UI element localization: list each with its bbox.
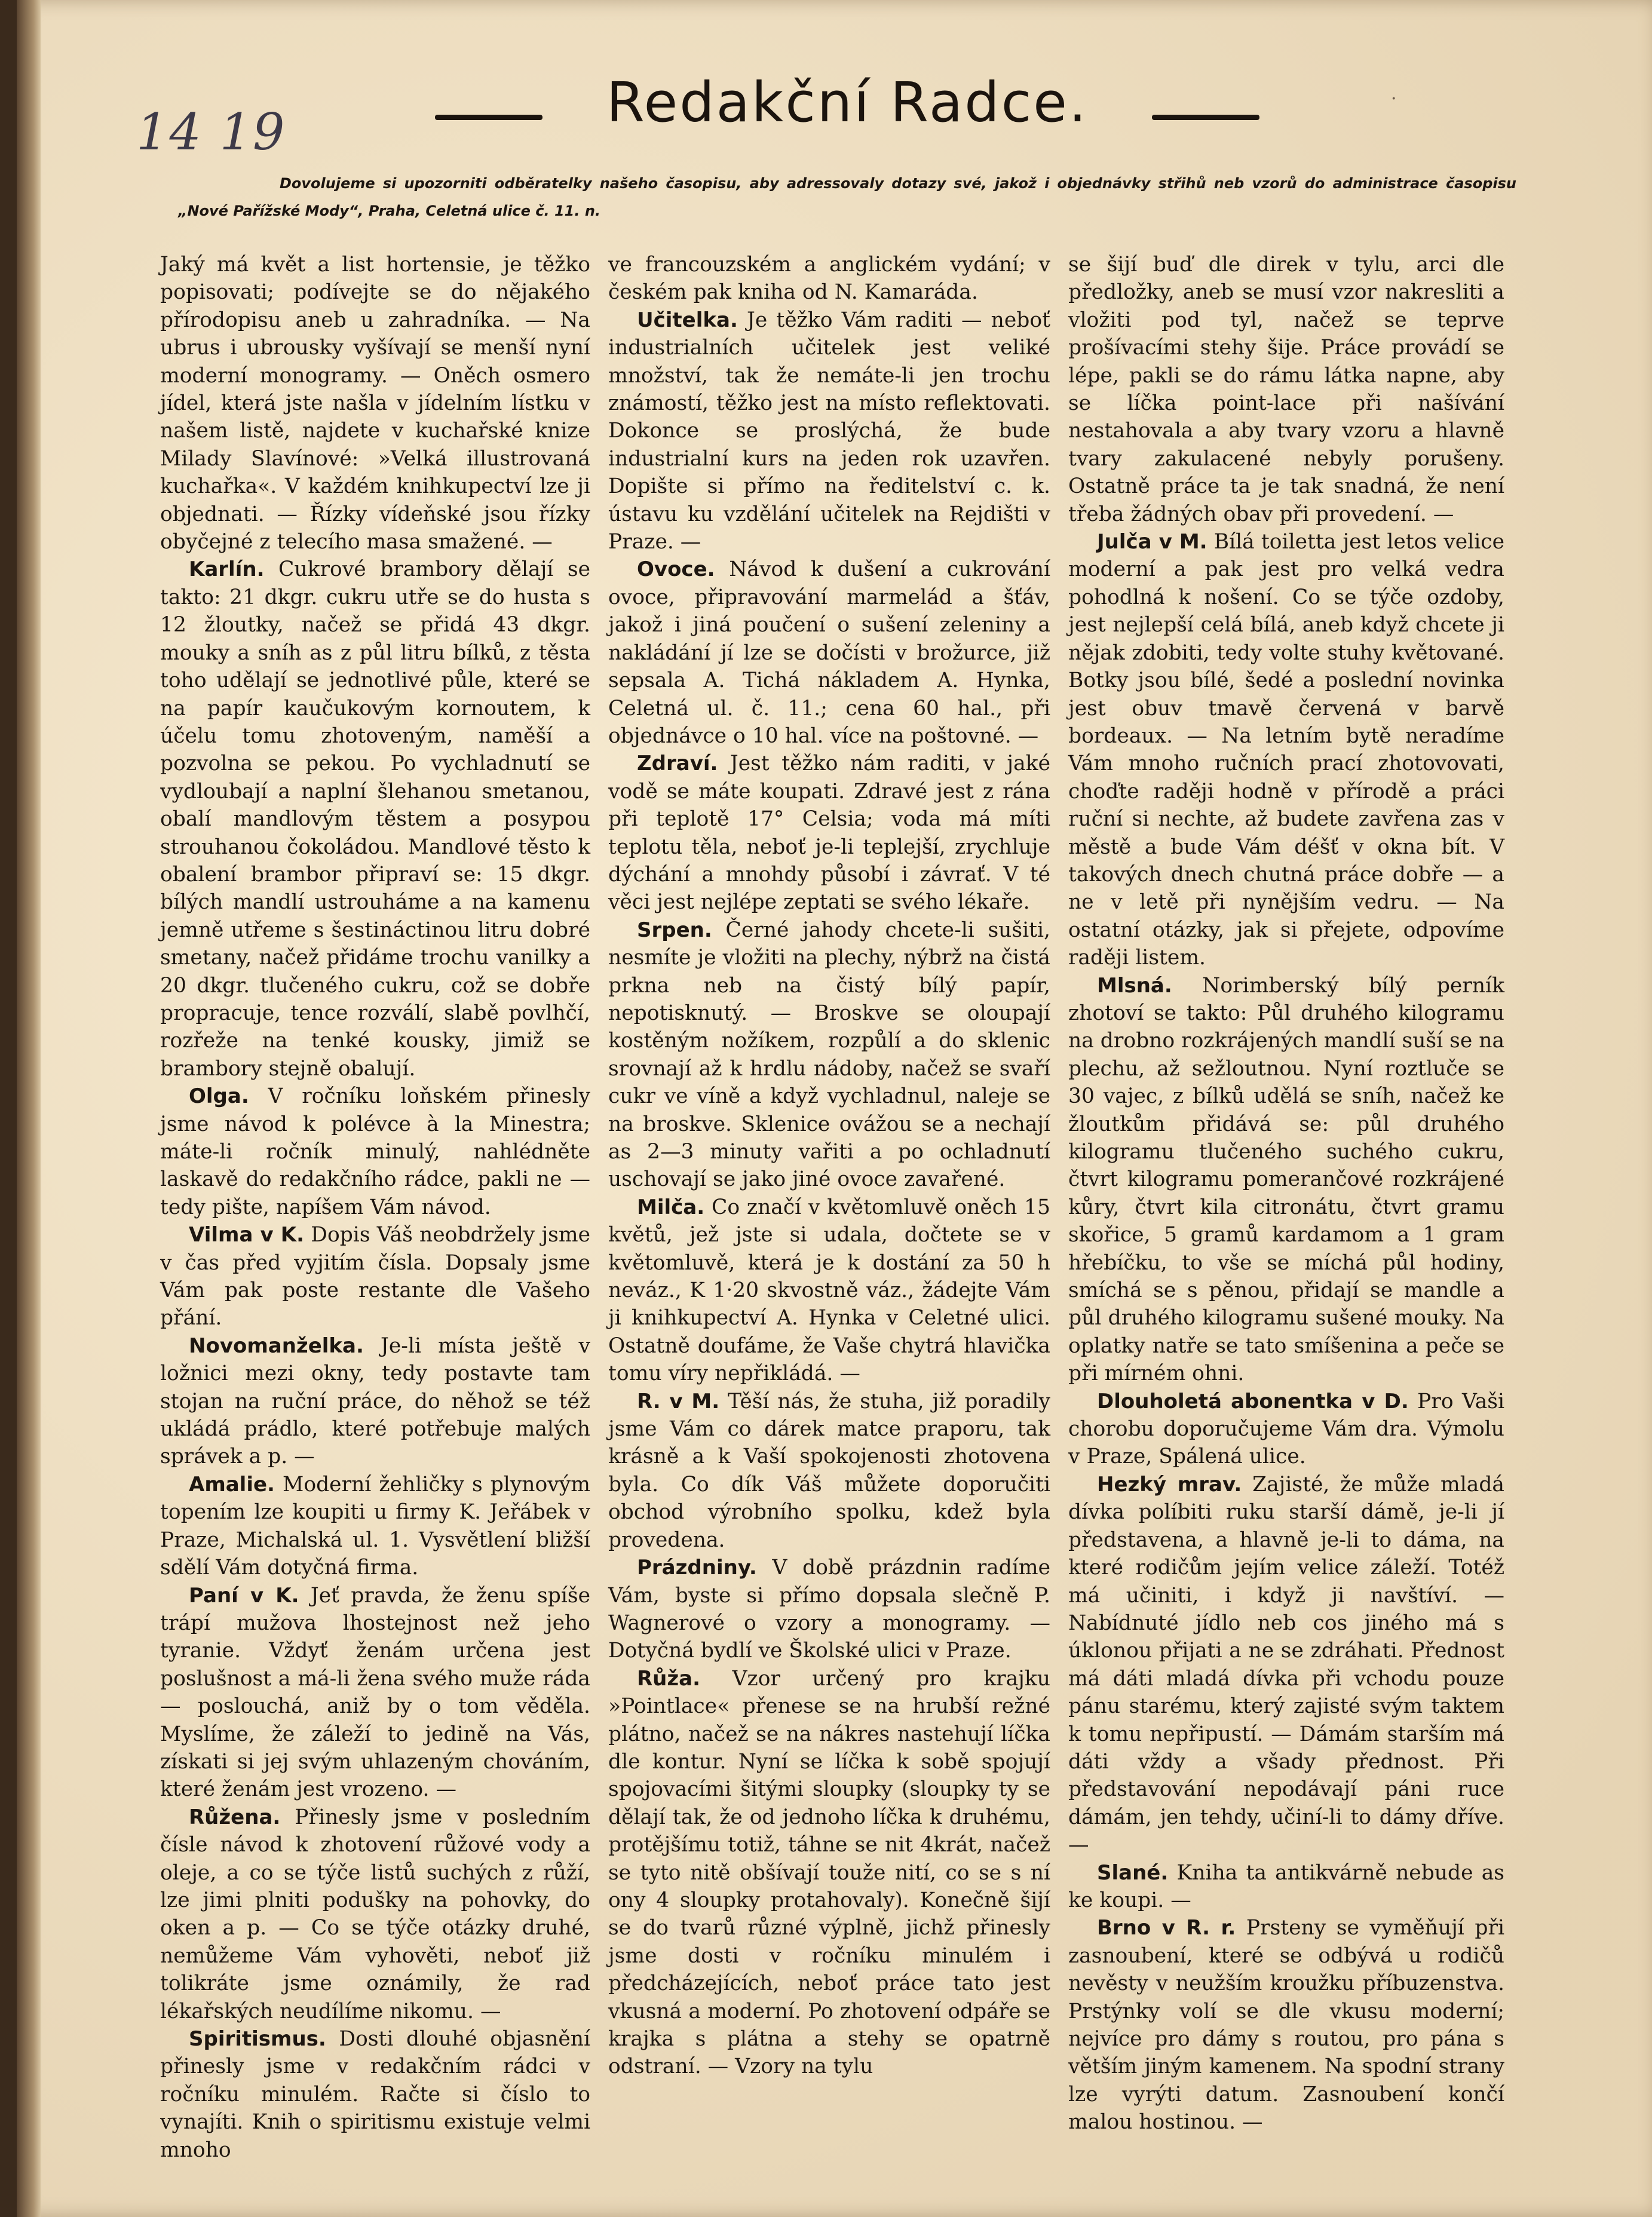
correspondent-name: Amalie. <box>189 1472 275 1497</box>
magazine-page <box>17 0 1652 2217</box>
answer-paragraph <box>160 1582 590 1804</box>
title-rule-right <box>1152 115 1259 120</box>
correspondent-name: Růžena. <box>189 1805 281 1829</box>
correspondent-name: Novomanželka. <box>189 1333 364 1358</box>
correspondent-name: Zdraví. <box>637 752 718 776</box>
answer-text: Jaký má květ a list hortensie, je těžko popisovati; podívejte se do nějakého přírodopisu aneb u zahradníka. — Na ubrus i ubrousky vyšívají se menší nyní moderní monogramy. — Oněch osmero jídel, která jste našla v jídelním lístku v našem listě, najdete v kuchařské knize Milady Slavínové: »Velká illustrovaná kuchařka«. V každém knihkupectví lze ji objednati. — Řízky vídeňské jsou řízky obyčejné z telecího masa smažené. — <box>160 253 590 554</box>
correspondent-name: Ovoce. <box>637 557 715 582</box>
answer-paragraph <box>608 1194 1050 1388</box>
answer-paragraph <box>608 750 1050 916</box>
page-binding-edge <box>17 0 41 2217</box>
print-speck: · <box>1391 88 1397 109</box>
answer-text: se šijí buď dle direk v tylu, arci dle předložky, aneb se musí vzor nakresliti a vložiti pod tyl, načež se teprve prošívacími stehy šije. Práce provádí se lépe, pakli se do rámu látka napne, aby se líčka point-lace při našívání nestahovala a aby tvary vzoru a hlavně tvary zakulacené nebyly porušeny. Ostatně práce ta je tak snadná, že není třeba žádných obav při provedení. — <box>1068 253 1504 526</box>
answer-paragraph <box>608 306 1050 556</box>
text-column-2 <box>608 251 1050 2081</box>
answer-text: Vzor určený pro krajku »Pointlace« přenese se na hrubší režné plátno, načež se na nákres nastehují líčka dle kontur. Nyní se líčka k sobě spojují spojovacími šitými sloupky (sloupky ty se dělají tak, že od jednoho líčka k druhému, protějšímu totiž, táhne se nit 4krát, načež se tyto nitě obšívají touže nití, co se s ní ony 4 sloupky protahovaly). Konečně šijí se do tvarů různé výplně, jichž přinesly jsme dosti v ročníku minulém i předcházejících, neboť práce tato jest vkusná a moderní. Po zhotovení odpáře se krajka s plátna a stehy se opatrně odstraní. — Vzory na tylu <box>608 1666 1050 2079</box>
answer-paragraph <box>160 1471 590 1582</box>
answer-paragraph <box>1068 528 1504 972</box>
correspondent-name: Mlsná. <box>1097 973 1172 998</box>
correspondent-name: Růža. <box>637 1666 701 1691</box>
answer-paragraph <box>160 1332 590 1471</box>
correspondent-name: Dlouholetá abonentka v D. <box>1097 1389 1409 1413</box>
correspondent-name: Spiritismus. <box>189 2027 326 2051</box>
correspondent-name: Olga. <box>189 1084 249 1109</box>
answer-paragraph <box>160 1804 590 2025</box>
answer-text: Je těžko Vám raditi — neboť industrialních učitelek jest veliké množství, tak že nemáte-li jen trochu známostí, těžko jest na místo reflektovati. Dokonce se proslýchá, že bude industrialní kurs na jeden rok uzavřen. Dopište si přímo na ředitelství c. k. ústavu ku vzdělání učitelek na Rejdišti v Praze. — <box>608 308 1050 554</box>
masthead <box>435 70 1259 136</box>
correspondent-name: Karlín. <box>189 557 265 582</box>
answer-paragraph <box>1068 1471 1504 1859</box>
answer-text: Moderní žehličky s plynovým topením lze koupiti u firmy K. Jeřábek v Praze, Michalská ul. 1. Vysvětlení bližší sdělí Vám dotyčná firma. <box>160 1472 590 1580</box>
correspondent-name: Učitelka. <box>637 308 738 332</box>
correspondent-name: Prázdniny. <box>637 1556 757 1580</box>
answer-text: Bílá toiletta jest letos velice moderní a pak jest pro velká vedra pohodlná k nošení. Co se týče ozdoby, jest nejlepší celá bílá, aneb když chcete ji nějak zdobiti, tedy volte stuhy květované. Botky jsou bílé, šedé a poslední novinka jest obuv tmavě červená v barvě bordeaux. — Na letním bytě neradíme Vám mnoho ručních prací zhotovovati, choďte raději hodně v přírodě a práci ruční si nechte, až budete zavřena zas v městě a bude Vám déšť v okna bít. V takových dnech chutná práce dobře — a ne v letě při nynějším vedru. — Na ostatní otázky, jak si přejete, odpovíme raději listem. <box>1068 530 1504 970</box>
answer-text: Dosti dlouhé objasnění přinesly jsme v redakčním rádci v ročníku minulém. Račte si číslo to vynajíti. Knih o spiritismu existuje velmi mnoho <box>160 2027 590 2162</box>
answer-text: Dopis Váš neobdržely jsme v čas před vyjitím čísla. Dopsaly jsme Vám pak poste restante dle Vašeho přání. <box>160 1223 590 1330</box>
answer-paragraph <box>160 556 590 1083</box>
answer-paragraph <box>1068 251 1504 528</box>
answer-text: V ročníku loňském přinesly jsme návod k polévce à la Minestra; máte-li ročník minulý, nahlédněte laskavě do redakčního rádce, pakli ne — tedy pište, napíšem Vám návod. <box>160 1084 590 1219</box>
answer-paragraph <box>608 1665 1050 2081</box>
answer-paragraph <box>1068 1914 1504 2136</box>
answer-paragraph <box>160 251 590 556</box>
answer-paragraph <box>608 1388 1050 1554</box>
correspondent-name: Milča. <box>637 1195 705 1219</box>
answer-text: Černé jahody chcete-li sušiti, nesmíte je vložiti na plechy, nýbrž na čistá prkna neb na čistý bílý papír, nepotisknutý. — Broskve se oloupají kostěným nožíkem, rozpůlí a do sklenic srovnají až k hrdlu nádoby, načež se svaří cukr ve víně a když vychladnul, naleje se na broskve. Sklenice ovážou se a nechají as 2—3 minuty vařiti a po ochladnutí uschovají se jako jiné ovoce zavařené. <box>608 918 1050 1192</box>
answer-paragraph <box>608 251 1050 306</box>
answer-paragraph <box>1068 972 1504 1388</box>
correspondent-name: Hezký mrav. <box>1097 1472 1242 1497</box>
answer-paragraph <box>160 1221 590 1332</box>
answer-text: Jeť pravda, že ženu spíše trápí mužova lhostejnost než jeho tyranie. Vždyť ženám určena jest poslušnost a má-li žena svého muže ráda — poslouchá, aniž by o tom věděla. Myslíme, že záleží to jedině na Vás, získati si jej svým uhlazeným chováním, které ženám jest vrozeno. — <box>160 1583 590 1802</box>
answer-text: Přinesly jsme v posledním čísle návod k zhotovení růžové vody a oleje, a co se týče listů suchých z růží, lze jimi plniti podušky na pohovky, do oken a p. — Co se týče otázky druhé, nemůžeme Vám vyhověti, neboť již tolikráte jsme oznámily, že rad lékařských neudílíme nikomu. — <box>160 1805 590 2023</box>
text-column-3 <box>1068 251 1504 2136</box>
correspondent-name: Brno v R. r. <box>1097 1916 1236 1940</box>
answer-text: Je-li místa ještě v ložnici mezi okny, tedy postavte tam stojan na ruční práce, do něhož se též ukládá prádlo, které potřebuje malých správek a p. — <box>160 1333 590 1469</box>
answer-paragraph <box>1068 1388 1504 1471</box>
answer-paragraph <box>608 556 1050 750</box>
page-title: Redakční Radce. <box>606 70 1089 134</box>
answer-paragraph <box>608 916 1050 1194</box>
handwritten-page-number: 14 19 <box>136 103 286 161</box>
answer-text: V době prázdnin radíme Vám, byste si přímo dopsala slečně P. Wagnerové o vzory a monogramy. — Dotyčná bydlí ve Školské ulici v Praze. <box>608 1556 1050 1663</box>
answer-text: Jest těžko nám raditi, v jaké vodě se máte koupati. Zdravé jest z rána při teplotě 17° Celsia; voda má míti teplotu těla, neboť je-li teplejší, zrychluje dýchání a mnohdy působí i závrať. V té věci jest nejlépe zeptati se svého lékaře. <box>608 752 1050 915</box>
answer-text: Zajisté, že může mladá dívka políbiti ruku starší dámě, je-li jí představena, a hlavně je-li to dáma, na které rodičům jejím velice záleží. Totéž má učiniti, i když ji navštíví. — Nabídnuté jídlo neb cos jiného má s úklonou přijati a ne se zdráhati. Přednost má dáti mladá dívka při vchodu pouze pánu starému, který zajisté svým taktem k tomu nepřipustí. — Dámám starším má dáti vždy a všady přednost. Při představování nepodávají páni ruce dámám, jen tehdy, učiní-li to dámy dříve. — <box>1068 1472 1504 1857</box>
correspondent-name: Vilma v K. <box>189 1223 305 1247</box>
correspondent-name: R. v M. <box>637 1389 720 1413</box>
answer-text: Co značí v květomluvě oněch 15 květů, jež jste si udala, dočtete se v květomluvě, která je k dostání za 50 h neváz., K 1·20 skvostně váz., žádejte Vám ji knihkupectví A. Hynka v Celetné ulici. Ostatně doufáme, že Vaše chytrá hlavička tomu víry nepřikládá. — <box>608 1195 1050 1386</box>
answer-paragraph <box>1068 1859 1504 1915</box>
answer-text: Návod k dušení a cukrování ovoce, připravování marmelád a šťáv, jakož i jiná poučení o sušení zeleniny a nakládání jí lze se dočísti v brožurce, již sepsala A. Tichá nákladem A. Hynka, Celetná ul. č. 11.; cena 60 hal., při objednávce o 10 hal. více na poštovné. — <box>608 557 1050 748</box>
correspondent-name: Julča v M. <box>1097 530 1207 554</box>
answer-text: Kniha ta antikvárně nebude as ke koupi. — <box>1068 1860 1504 1912</box>
answer-paragraph <box>160 1083 590 1221</box>
answer-paragraph <box>608 1554 1050 1665</box>
answer-paragraph <box>160 2025 590 2164</box>
answer-text: Pro Vaši chorobu doporučujeme Vám dra. Výmolu v Praze, Spálená ulice. <box>1068 1389 1504 1469</box>
editorial-notice: Dovolujeme si upozorniti odběratelky našeho časopisu, aby adressovaly dotazy své, jakož i objednávky střihů neb vzorů do administrace časopisu „Nové Pařížské Mody“, Praha, Celetná ulice č. 11. n. <box>178 175 1516 219</box>
correspondent-name: Srpen. <box>637 918 712 942</box>
answer-text: ve francouzském a anglickém vydání; v českém pak kniha od N. Kamarádа. <box>608 253 1050 305</box>
answer-text: Těší nás, že stuha, již poradily jsme Vám co dárek matce praporu, tak krásně a k Vaší spokojenosti zhotovena byla. Co dík Váš můžete doporučiti obchod výrobního spolku, kdež byla provedena. <box>608 1389 1050 1552</box>
answer-text: Prsteny se vyměňují při zasnoubení, které se odbývá u rodičů nevěsty v neužším kroužku příbuzenstva. Prstýnky volí se dle vkusu moderní; nejvíce pro dámy s routou, pro pána s větším jiným kamenem. Na spodní strany lze vyrýti datum. Zasnoubení končí malou hostinou. — <box>1068 1916 1504 2135</box>
answer-text: Norimberský bílý perník zhotoví se takto: Půl druhého kilogramu na drobno rozkrájených mandlí suší se na plechu, až sežloutnou. Nyní roztluče se 30 vajec, z bílků udělá se sníh, načež ke žloutkům přidává se: půl druhého kilogramu tlučeného suchého cukru, čtvrt kilogramu pomerančové rozkrájené kůry, čtvrt kila citronátu, čtvrt gramu skořice, 5 gramů kardamom a 1 gram hřebíčku, to vše se míchá půl hodiny, smíchá se s pěnou, přidají se mandle a půl druhého kilogramu sušené mouky. Na oplatky natře se tato smíšenina a peče se při mírném ohni. <box>1068 973 1505 1386</box>
correspondent-name: Slané. <box>1097 1860 1169 1885</box>
text-column-1 <box>160 251 590 2164</box>
answer-text: Cukrové brambory dělají se takto: 21 dkgr. cukru utře se do husta s 12 žloutky, načež se přidá 43 dkgr. mouky a sníh as z půl litru bílků, z těsta toho udělají se jednotlivé půle, které se na papír kaučukovým kornoutem, k účelu tomu zhotoveným, naměší a pozvolna se pekou. Po vychladnutí se vydloubají a naplní šlehanou smetanou, obalí mandlovým těstem a posypou strouhanou čokoládou. Mandlové těsto k obalení brambor připraví se: 15 dkgr. bílých mandlí ustrouháme a na kamenu jemně utřeme s šestináctinou litru dobré smetany, načež přidáme trochu vanilky a 20 dkgr. tlučeného cukru, což se dobře propracuje, tence rozválí, slabě povlhčí, rozřeže na tenké kousky, jimiž se brambory stejně obalují. <box>160 557 590 1081</box>
correspondent-name: Paní v K. <box>189 1583 299 1608</box>
